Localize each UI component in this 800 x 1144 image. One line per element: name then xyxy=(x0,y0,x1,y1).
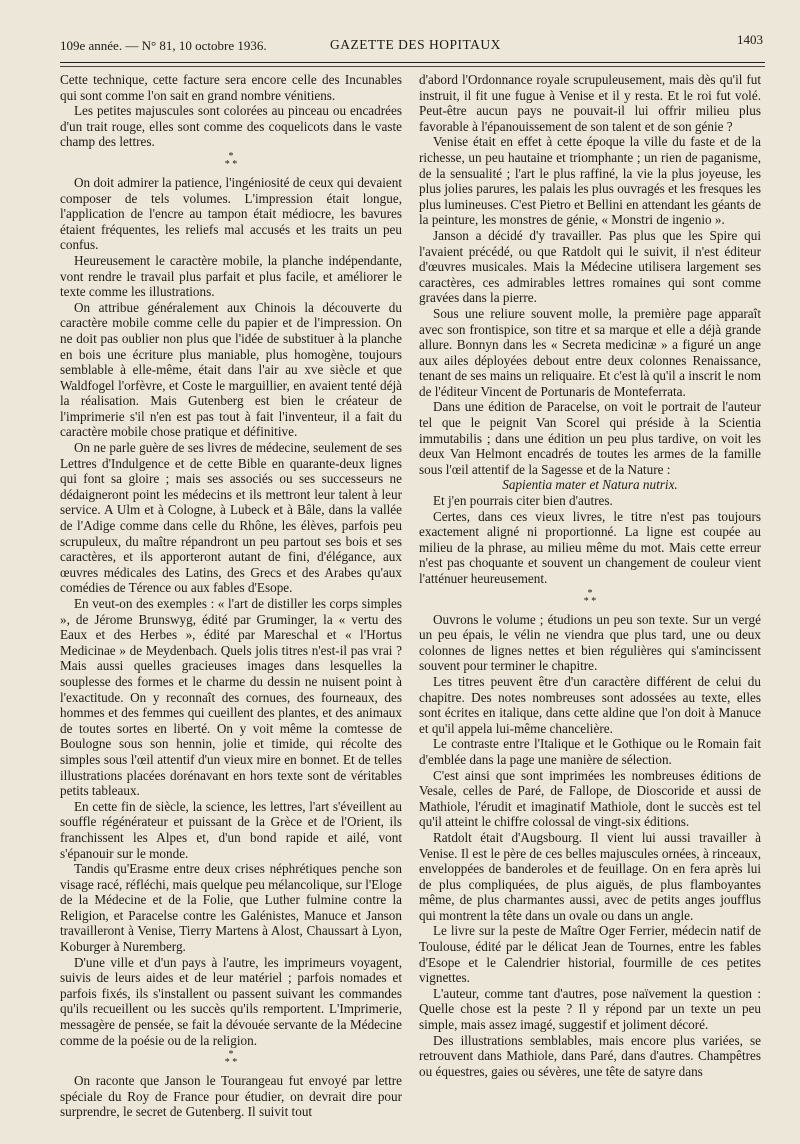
paragraph: On ne parle guère de ses livres de médecine, seulement de ses Lettres d'Indulgence et de cette Bible en quarante-deux lignes qui font sa gloire ; mais ses associés ou ses successeurs ne dédaigneront point les médecins et ils mettront leur talent à leur service. A Ulm et à Cologne, à Lubeck et à Bâle, dans la vallée de l'Adige comme dans celle du Rhône, les élèves, parfois peu scrupuleux, du maître répandront un peu partout ses bois et ses caractères, et ils apporteront autant de fini, d'élégance, aux œuvres médicales des Latins, des Grecs et des Arabes qu'aux comédies de Térence ou aux fables d'Esope. xyxy=(60,440,402,596)
section-separator-asterism: * * * xyxy=(224,1049,238,1069)
header-rule-thin xyxy=(60,66,765,67)
left-column xyxy=(60,72,402,1120)
paragraph: d'abord l'Ordonnance royale scrupuleusement, mais dès qu'il fut instruit, il fit une fugue à Venise et il y resta. Et le roi fut volé. Peut-être aucun pays ne pouvait-il lui offrir milieu plus favorable à l'épanouissement de son talent et de son génie ? xyxy=(419,72,761,134)
paragraph: On raconte que Janson le Tourangeau fut envoyé par lettre spéciale du Roy de France pour étudier, on devrait dire pour surprendre, le secret de Gutenberg. Il suivit tout xyxy=(60,1073,402,1120)
paragraph: Janson a décidé d'y travailler. Pas plus que les Spire qui l'avaient précédé, ou que Ratdolt qui le suivit, il n'est éditeur d'œuvres musicales. Mais la Médecine utilisera largement ses caractères, ces admirables lettres romaines qui sont comme gravées dans la pierre. xyxy=(419,227,761,306)
paragraph: Et j'en pourrais citer bien d'autres. xyxy=(433,493,613,509)
paragraph: On attribue généralement aux Chinois la découverte du caractère mobile comme celle du papier et de l'impression. On ne doit pas oublier non plus que l'idée de substituer à la planche en bois une écriture plus maniable, plus homogène, toujours semblable à elle-même, était dans l'air au xve siècle et que Waldfogel l'orfèvre, et Coste le marguillier, en avaient tenté déjà la réalisation. Mais Gutenberg est bien le créateur de l'imprimerie s'il n'en est pas tout à fait l'inventeur, il a fait du caractère mobile chose pratique et définitive. xyxy=(60,299,402,440)
paragraph: Dans une édition de Paracelse, on voit le portrait de l'auteur tel que le peignit Van Scorel qui préside à la Scientia immutabilis ; dans une édition un peu plus tardive, on voit les deux Van Helmont encadrés de toutes les armes de la famille sous l'œil attentif de la Sagesse et de la Nature : xyxy=(419,399,761,477)
paragraph: D'une ville et d'un pays à l'autre, les imprimeurs voyagent, suivis de leurs aides et de leur matériel ; parfois nomades et parfois fixés, ils s'installent ou passent suivant les commandes qu'ils recueillent ou les succès qu'ils remportent. L'Imprimerie, messagère de pensée, se fait la dévouée servante de la Médecine comme de la poésie ou de la religion. xyxy=(60,954,402,1048)
paragraph: Cette technique, cette facture sera encore celle des Incunables qui sont comme l'on sait en grand nombre vénitiens. xyxy=(60,72,402,103)
journal-title: GAZETTE DES HOPITAUX xyxy=(330,37,501,52)
section-separator-asterism: * * * xyxy=(583,587,597,607)
motto-line: Sapientia mater et Natura nutrix. xyxy=(502,477,678,493)
paragraph: Ouvrons le volume ; étudions un peu son texte. Sur un vergé un peu épais, le vélin ne viendra que plus tard, une ou deux colonnes de lignes nettes et bien régulières qui s'amincissent souvent pour terminer le chapitre. xyxy=(419,611,761,674)
paragraph: Des illustrations semblables, mais encore plus variées, se retrouvent dans Mathiole, dans Paré, dans d'autres. Champêtres ou équestres, gaies ou sévères, une tête de satyre dans xyxy=(419,1032,761,1079)
paragraph: Les titres peuvent être d'un caractère différent de celui du chapitre. Des notes nombreuses sont adossées au texte, elles sont écrites en italique, dans cette aldine que l'on doit à Manuce et qu'il appela lui-même chancelière. xyxy=(419,673,761,736)
paragraph: C'est ainsi que sont imprimées les nombreuses éditions de Vesale, celles de Paré, de Fallope, de Dioscoride et aussi de Mathiole, l'érudit et imaginatif Mathiole, dont le succès est tel qu'il atteint le chiffre colossal de vingt-six éditions. xyxy=(419,767,761,830)
paragraph: Tandis qu'Erasme entre deux crises néphrétiques penche son visage racé, réfléchi, mais quelque peu mélancolique, sur l'Eloge de la Médecine et de la Folie, que Luther fulmine contre la Religion, et Paracelse contre les Galénistes, Manuce et Janson travailleront à Venise, Tierry Martens à Alost, Chaussart à Lyon, Koburger à Nuremberg. xyxy=(60,861,402,955)
paragraph: En veut-on des exemples : « l'art de distiller les corps simples », de Jérome Brunswyg, édité par Gruminger, la « vertu des Eaux et des Herbes », édité par Mareschal et « l'Hortus Medicinae » de Meydenbach. Quels jolis titres n'est-il pas vrai ? Mais aussi quelles gracieuses images dans lesquelles la souplesse des formes et le charme du dessin ne nuisent point à l'exactitude. On y reconnaît des cornues, des fourneaux, des hommes et des femmes qui cueillent des plantes, et des animaux de toutes sortes en liberté. On y voit même la comtesse de Boulogne sous son hennin, jolie et timide, qui récolte des simples sous l'œil attentif d'un vieux mire en bonnet. Et de telles illustrations placées dorénavant en hors texte sont de véritables petits tableaux. xyxy=(60,596,402,799)
paragraph: Le contraste entre l'Italique et le Gothique ou le Romain fait d'emblée dans la page une manière de sélection. xyxy=(419,736,761,767)
paragraph: Venise était en effet à cette époque la ville du faste et de la richesse, un peu hautaine et triomphante ; un rien de paganisme, de la sensualité ; l'art le plus raffiné, la vie la plus joyeuse, les plus jolies parures, les palais les plus ouvragés et les fresques les plus lumineuses. C'est Pietro et Bellini en attendant les géants de la peinture, les monstres de génie, « Monstri de ingenio ». xyxy=(419,134,761,228)
issue-line: 109e année. — N° 81, 10 octobre 1936. xyxy=(60,38,267,53)
paragraph: Certes, dans ces vieux livres, le titre n'est pas toujours exactement aligné ni proportionné. La ligne est coupée au milieu de la phrase, au milieu même du mot. Mais cette erreur n'est pas choquante et souvent un changement de couleur vient l'atténuer heureusement. xyxy=(419,508,761,586)
paragraph: L'auteur, comme tant d'autres, pose naïvement la question : Quelle chose est la peste ? Il y répond par un texte un peu simple, mais assez imagé, suggestif et joliment décoré. xyxy=(419,985,761,1033)
paragraph: Le livre sur la peste de Maître Oger Ferrier, médecin natif de Toulouse, édité par le délicat Jean de Tournes, entre les fables d'Esope et le Calendrier historial, fourmille de ces petites vignettes. xyxy=(419,923,761,986)
paragraph: En cette fin de siècle, la science, les lettres, l'art s'éveillent au souffle régénérateur et puissant de la Grèce et de l'Orient, ils franchissent les Alpes et, d'un bond rapide et ailé, vont s'épanouir sur le monde. xyxy=(60,798,402,861)
right-column xyxy=(419,72,761,1079)
paragraph: Heureusement le caractère mobile, la planche indépendante, vont rendre le travail plus parfait et plus facile, et améliorer le texte comme les illustrations. xyxy=(60,252,402,300)
paragraph: Ratdolt était d'Augsbourg. Il vient lui aussi travailler à Venise. Il est le père de ces belles majuscules ornées, à rinceaux, enveloppées de banderoles et de feuillage. On en fera après lui de plus compliquées, de plus aiguës, de plus flamboyantes même, de plus charmantes aussi, avec de petits anges joufflus qui montrent la tête dans un ovale ou dans un angle. xyxy=(419,829,761,923)
paragraph: Sous une reliure souvent molle, la première page apparaît avec son frontispice, son titre et sa marque et elle a déjà grande allure. Bonnyn dans les « Secreta medicinæ » a figuré un ange aux ailes déployées debout entre deux colonnes Renaissance, tenant de ses mains un reliquaire. Et c'est là qu'il a inscrit le nom de l'éditeur Vincent de Portunaris de Monteferrata. xyxy=(419,305,761,399)
paragraph: Les petites majuscules sont colorées au pinceau ou encadrées d'un trait rouge, elles sont comme des coquelicots dans le vaste champ des lettres. xyxy=(60,103,402,150)
page-header xyxy=(60,34,765,56)
paragraph: On doit admirer la patience, l'ingéniosité de ceux qui devaient composer de tels volumes. L'impression était longue, l'application de l'encre au tampon était médiocre, les bavures étaient fréquentes, les reliefs mal accusés et les traits un peu confus. xyxy=(60,174,402,253)
header-rule-thick xyxy=(60,62,765,63)
page-number: 1403 xyxy=(737,32,763,47)
section-separator-asterism: * * * xyxy=(224,150,238,170)
